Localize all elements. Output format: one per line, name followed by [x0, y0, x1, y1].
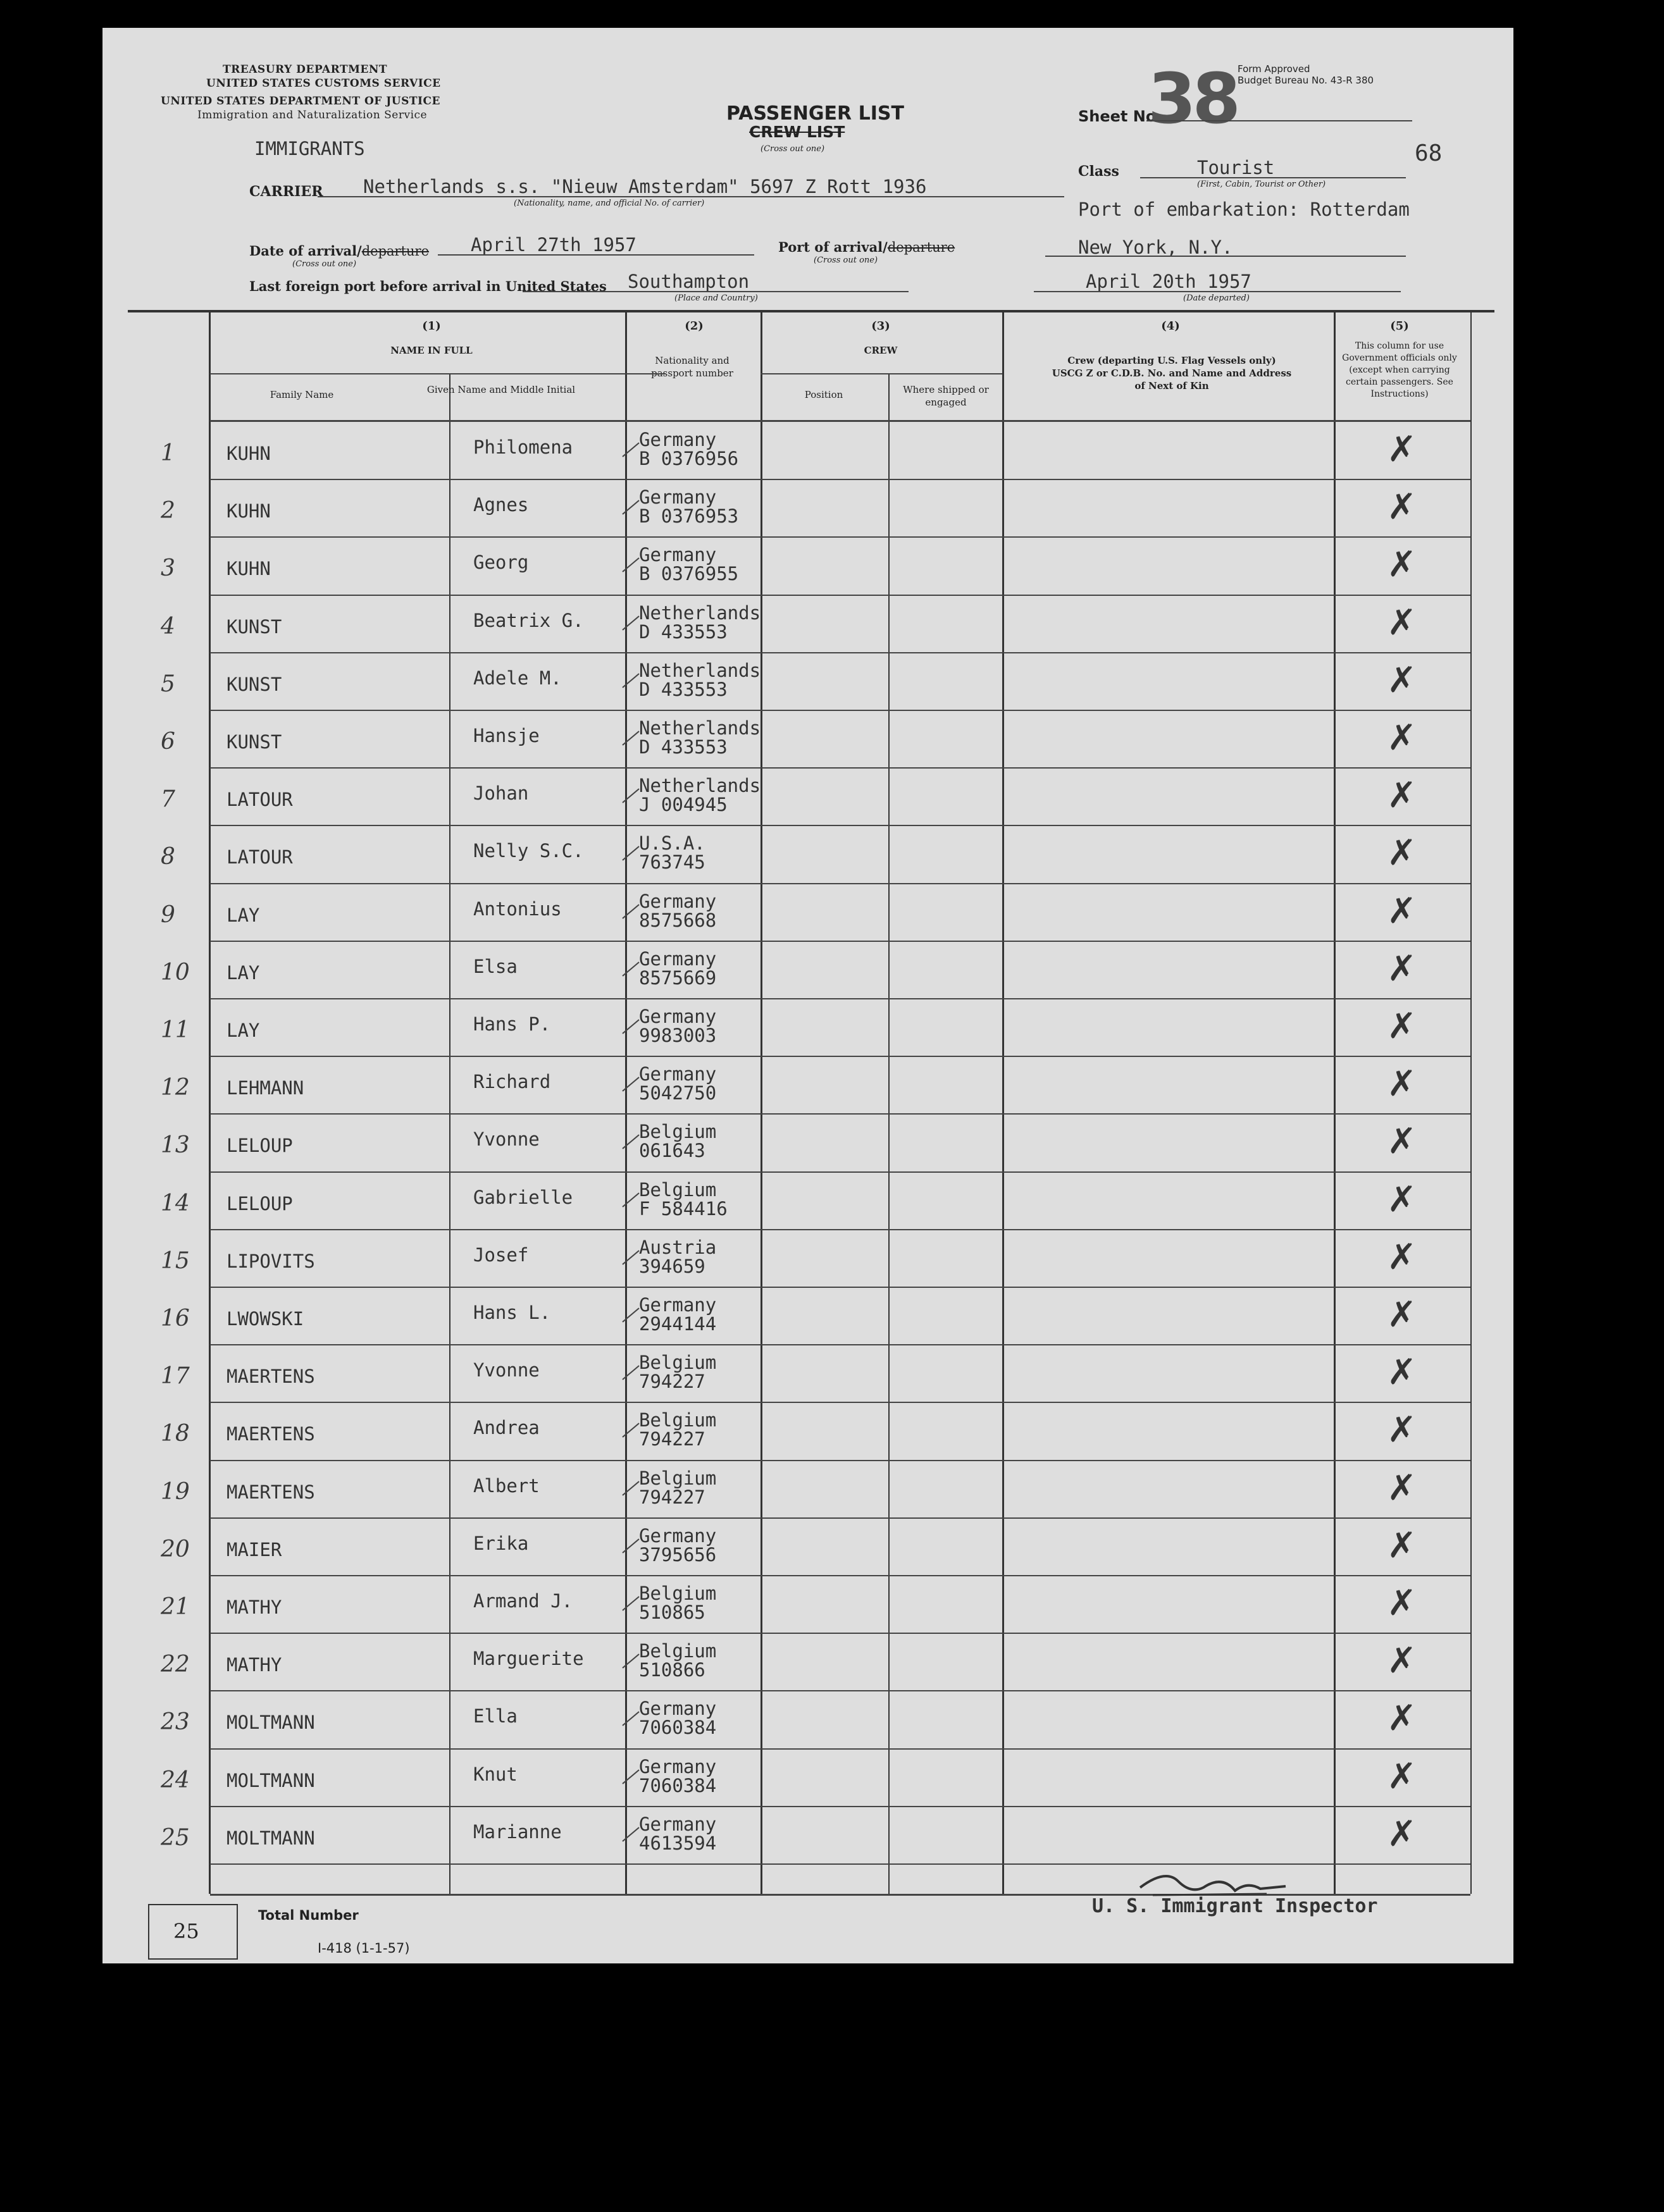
- family-name: KUNST: [227, 673, 282, 695]
- carrier-caption: (Nationality, name, and official No. of carrier): [514, 199, 705, 208]
- nationality-passport: [639, 1353, 716, 1391]
- passenger-list-form: [102, 28, 1513, 1963]
- col1-number: (1): [422, 319, 441, 333]
- passport-number: B 0376956: [639, 448, 739, 469]
- row-number: 23: [161, 1709, 190, 1736]
- nationality-passport: [639, 603, 761, 641]
- family-name: LATOUR: [227, 846, 293, 868]
- family-name: MAIER: [227, 1538, 282, 1560]
- row-number: 15: [161, 1247, 190, 1274]
- agency-line-2: UNITED STATES CUSTOMS SERVICE: [206, 77, 441, 90]
- nationality: Belgium: [639, 1409, 717, 1431]
- nationality-passport: [639, 1469, 716, 1507]
- row-number: 10: [161, 959, 190, 986]
- col2-number: (2): [685, 319, 704, 333]
- passport-number: 2944144: [639, 1313, 717, 1335]
- sheet-number: 38: [1148, 58, 1238, 139]
- passport-number: B 0376955: [639, 563, 739, 585]
- family-name: LIPOVITS: [227, 1250, 315, 1272]
- nationality-passport: [639, 1238, 716, 1276]
- total-number-box: [148, 1904, 238, 1960]
- passport-number: D 433553: [639, 621, 728, 643]
- family-name: LAY: [227, 904, 260, 926]
- passport-number: 510866: [639, 1659, 705, 1681]
- col1-title: NAME IN FULL: [390, 345, 473, 356]
- given-name: Elsa: [473, 955, 518, 977]
- nationality: Belgium: [639, 1352, 717, 1374]
- given-name: Hans L.: [473, 1302, 551, 1323]
- nationality-passport: [639, 1411, 716, 1449]
- last-port-label: Last foreign port before arrival in United States: [249, 278, 607, 294]
- given-name: Marguerite: [473, 1648, 584, 1670]
- row-number: 5: [161, 670, 175, 697]
- row-number: 7: [161, 786, 175, 813]
- row-number: 11: [161, 1017, 190, 1043]
- official-check-mark: ✗: [1387, 1236, 1417, 1278]
- date-departed-caption: (Date departed): [1183, 293, 1250, 303]
- row-number: 19: [161, 1478, 190, 1505]
- given-name: Yvonne: [473, 1359, 540, 1381]
- nationality: Austria: [639, 1236, 717, 1258]
- row-number: 13: [161, 1132, 190, 1159]
- given-name: Josef: [473, 1244, 529, 1266]
- row-number: 24: [161, 1767, 190, 1793]
- given-name: Yvonne: [473, 1128, 540, 1151]
- nationality: Germany: [639, 486, 717, 509]
- official-check-mark: ✗: [1387, 1409, 1417, 1451]
- given-name: Andrea: [473, 1417, 540, 1439]
- form-approved: Form Approved: [1238, 63, 1310, 75]
- arrival-port-value: New York, N.Y.: [1078, 237, 1233, 258]
- passport-number: 763745: [639, 851, 705, 874]
- arrival-port-struck: departure: [887, 240, 955, 255]
- inspector-label: U. S. Immigrant Inspector: [1092, 1895, 1378, 1917]
- family-name: LAY: [227, 961, 260, 984]
- crew-list-struck: CREW LIST: [749, 123, 845, 141]
- family-name: MAERTENS: [227, 1366, 315, 1388]
- col1-family-header: Family Name: [270, 389, 334, 400]
- nationality-passport: [639, 430, 738, 468]
- official-check-mark: ✗: [1387, 1813, 1417, 1855]
- port-of-embarkation: Port of embarkation: Rotterdam: [1078, 199, 1410, 220]
- class-label: Class: [1078, 163, 1119, 180]
- given-name: Marianne: [473, 1820, 562, 1843]
- nationality: Belgium: [639, 1121, 717, 1143]
- nationality-passport: [639, 892, 716, 930]
- family-name: LAY: [227, 1020, 260, 1041]
- last-port-caption: (Place and Country): [674, 293, 758, 303]
- agency-line-1: TREASURY DEPARTMENT: [223, 63, 388, 76]
- given-name: Beatrix G.: [473, 609, 584, 631]
- official-check-mark: ✗: [1387, 1121, 1417, 1163]
- last-port-value: Southampton: [628, 271, 750, 292]
- nationality: Germany: [639, 1698, 717, 1720]
- sheet-label: Sheet No.: [1078, 108, 1162, 125]
- nationality-passport: [639, 1757, 716, 1795]
- family-name: MOLTMANN: [227, 1712, 315, 1734]
- nationality-passport: [639, 1295, 716, 1333]
- family-name: KUNST: [227, 731, 282, 753]
- family-name: MAERTENS: [227, 1481, 315, 1503]
- row-number: 9: [161, 901, 175, 928]
- given-name: Knut: [473, 1763, 518, 1785]
- nationality: Belgium: [639, 1178, 717, 1201]
- nationality: Germany: [639, 1755, 717, 1777]
- official-check-mark: ✗: [1387, 1467, 1417, 1509]
- passport-number: 5042750: [639, 1082, 717, 1104]
- family-name: KUHN: [227, 500, 271, 522]
- official-check-mark: ✗: [1387, 429, 1417, 470]
- row-number: 6: [161, 729, 175, 755]
- arrival-port-label-text: Port of arrival/: [778, 239, 888, 255]
- passport-number: 9983003: [639, 1025, 717, 1046]
- row-number: 20: [161, 1536, 190, 1562]
- page-mark: 68: [1415, 140, 1443, 166]
- col1-given-header: Given Name and Middle Initial: [426, 384, 576, 395]
- nationality: Germany: [639, 1006, 717, 1027]
- nationality-passport: [639, 1815, 716, 1853]
- passport-number: 7060384: [639, 1774, 717, 1796]
- family-name: KUNST: [227, 615, 282, 638]
- row-number: 3: [161, 555, 175, 582]
- given-name: Hans P.: [473, 1013, 551, 1035]
- nationality: Germany: [639, 948, 717, 970]
- official-check-mark: ✗: [1387, 717, 1417, 758]
- carrier-label: CARRIER: [249, 183, 323, 200]
- row-number: 2: [161, 498, 175, 524]
- col3-position-header: Position: [804, 389, 843, 400]
- given-name: Hansje: [473, 725, 540, 746]
- passport-number: 8575668: [639, 909, 717, 931]
- passport-number: J 004945: [639, 794, 728, 816]
- given-name: Gabrielle: [473, 1186, 573, 1208]
- official-check-mark: ✗: [1387, 1006, 1417, 1047]
- passport-number: D 433553: [639, 678, 728, 700]
- arrival-port-label: [778, 239, 955, 255]
- nationality-passport: [639, 488, 738, 526]
- nationality: Belgium: [639, 1467, 717, 1489]
- passport-number: 794227: [639, 1371, 705, 1393]
- passport-number: 394659: [639, 1255, 705, 1277]
- total-number-value: 25: [173, 1919, 199, 1943]
- official-check-mark: ✗: [1387, 1294, 1417, 1335]
- given-name: Antonius: [473, 898, 562, 920]
- date-departed-value: April 20th 1957: [1086, 271, 1251, 292]
- nationality-passport: [639, 1007, 716, 1045]
- passport-number: 8575669: [639, 967, 717, 989]
- nationality-passport: [639, 1641, 716, 1679]
- col5-number: (5): [1390, 319, 1409, 333]
- row-number: 22: [161, 1652, 190, 1678]
- arrival-date-label-text: Date of arrival/: [249, 243, 362, 259]
- passport-number: F 584416: [639, 1197, 728, 1220]
- official-check-mark: ✗: [1387, 948, 1417, 989]
- official-check-mark: ✗: [1387, 1524, 1417, 1566]
- official-check-mark: ✗: [1387, 890, 1417, 932]
- nationality: Netherlands: [639, 602, 761, 624]
- official-check-mark: ✗: [1387, 659, 1417, 701]
- total-number-label: Total Number: [258, 1908, 359, 1923]
- given-name: Ella: [473, 1705, 518, 1727]
- family-name: MATHY: [227, 1654, 282, 1676]
- col2-title: Nationality and passport number: [651, 355, 733, 379]
- budget-bureau: Budget Bureau No. 43-R 380: [1238, 75, 1374, 86]
- nationality: Belgium: [639, 1640, 717, 1662]
- class-value: Tourist: [1197, 157, 1275, 178]
- official-check-mark: ✗: [1387, 1640, 1417, 1682]
- official-check-mark: ✗: [1387, 775, 1417, 817]
- col4-title: Crew (departing U.S. Flag Vessels only) USCG Z or C.D.B. No. and Name and Address of Next of Kin: [1052, 355, 1292, 392]
- given-name: Erika: [473, 1532, 529, 1554]
- family-name: KUHN: [227, 443, 271, 464]
- cross-out-caption: (Cross out one): [761, 144, 825, 154]
- class-caption: (First, Cabin, Tourist or Other): [1197, 180, 1326, 189]
- official-check-mark: ✗: [1387, 1755, 1417, 1797]
- nationality: Germany: [639, 1294, 717, 1316]
- given-name: Armand J.: [473, 1590, 573, 1612]
- row-number: 8: [161, 844, 175, 870]
- row-number: 18: [161, 1421, 190, 1447]
- nationality: Germany: [639, 1524, 717, 1547]
- passport-number: 7060384: [639, 1717, 717, 1739]
- given-name: Richard: [473, 1071, 551, 1093]
- category-label: IMMIGRANTS: [254, 138, 365, 159]
- family-name: MOLTMANN: [227, 1827, 315, 1849]
- family-name: LELOUP: [227, 1192, 293, 1214]
- passport-number: B 0376953: [639, 505, 739, 528]
- col3-where-header: Where shipped or engaged: [903, 384, 989, 408]
- family-name: LELOUP: [227, 1135, 293, 1157]
- passport-number: 4613594: [639, 1832, 717, 1854]
- family-name: LATOUR: [227, 789, 293, 811]
- given-name: Philomena: [473, 436, 573, 458]
- family-name: LEHMANN: [227, 1077, 304, 1099]
- given-name: Johan: [473, 782, 529, 805]
- official-check-mark: ✗: [1387, 544, 1417, 586]
- official-check-mark: ✗: [1387, 832, 1417, 874]
- family-name: MAERTENS: [227, 1423, 315, 1445]
- official-check-mark: ✗: [1387, 1063, 1417, 1105]
- nationality-passport: [639, 719, 761, 757]
- nationality-passport: [639, 545, 738, 583]
- row-number: 12: [161, 1075, 190, 1101]
- row-number: 1: [161, 440, 175, 466]
- col5-title: This column for use Government officials only (except when carrying certain passengers. See Instructions): [1342, 341, 1457, 399]
- row-number: 16: [161, 1306, 190, 1332]
- nationality-passport: [639, 949, 716, 987]
- arrival-port-cross-caption: (Cross out one): [814, 256, 878, 265]
- given-name: Nelly S.C.: [473, 840, 584, 862]
- arrival-date-cross-caption: (Cross out one): [292, 259, 357, 269]
- row-number: 4: [161, 613, 175, 640]
- nationality: Germany: [639, 429, 717, 450]
- official-check-mark: ✗: [1387, 602, 1417, 643]
- nationality: Germany: [639, 1813, 717, 1835]
- passport-number: D 433553: [639, 736, 728, 758]
- nationality-passport: [639, 1065, 716, 1103]
- official-check-mark: ✗: [1387, 1583, 1417, 1624]
- col3-title: CREW: [864, 345, 898, 356]
- family-name: MATHY: [227, 1597, 282, 1618]
- passport-number: 061643: [639, 1140, 705, 1162]
- given-name: Agnes: [473, 494, 529, 516]
- nationality-passport: [639, 1180, 728, 1218]
- form-title: PASSENGER LIST: [726, 102, 904, 125]
- passport-number: 510865: [639, 1602, 705, 1623]
- row-number: 25: [161, 1824, 190, 1851]
- nationality: Germany: [639, 1063, 717, 1085]
- given-name: Albert: [473, 1474, 540, 1497]
- family-name: LWOWSKI: [227, 1308, 304, 1330]
- official-check-mark: ✗: [1387, 1178, 1417, 1220]
- carrier-value: Netherlands s.s. "Nieuw Amsterdam" 5697 Z Rott 1936: [363, 176, 927, 197]
- agency-line-4: Immigration and Naturalization Service: [197, 109, 428, 121]
- col4-number: (4): [1161, 319, 1180, 333]
- official-check-mark: ✗: [1387, 486, 1417, 528]
- given-name: Georg: [473, 552, 529, 574]
- nationality: Belgium: [639, 1583, 717, 1604]
- official-check-mark: ✗: [1387, 1352, 1417, 1393]
- nationality: Germany: [639, 890, 717, 912]
- nationality-passport: [639, 1584, 716, 1622]
- official-check-mark: ✗: [1387, 1698, 1417, 1739]
- nationality-passport: [639, 776, 761, 814]
- given-name: Adele M.: [473, 667, 562, 689]
- nationality: Netherlands: [639, 717, 761, 739]
- passport-number: 794227: [639, 1486, 705, 1508]
- nationality: U.S.A.: [639, 832, 705, 855]
- family-name: MOLTMANN: [227, 1769, 315, 1791]
- nationality: Germany: [639, 544, 717, 566]
- family-name: KUHN: [227, 558, 271, 580]
- arrival-date-struck: departure: [361, 244, 430, 259]
- agency-line-3: UNITED STATES DEPARTMENT OF JUSTICE: [161, 95, 440, 108]
- col3-number: (3): [871, 319, 890, 333]
- nationality-passport: [639, 1526, 716, 1564]
- nationality: Netherlands: [639, 775, 761, 797]
- nationality-passport: [639, 661, 761, 699]
- passport-number: 3795656: [639, 1543, 717, 1566]
- form-number: I-418 (1-1-57): [318, 1941, 410, 1956]
- nationality-passport: [639, 1122, 716, 1160]
- nationality-passport: [639, 1699, 716, 1737]
- passport-number: 794227: [639, 1428, 705, 1450]
- row-number: 17: [161, 1363, 190, 1390]
- row-number: 14: [161, 1190, 190, 1216]
- nationality: Netherlands: [639, 659, 761, 681]
- arrival-date-value: April 27th 1957: [471, 234, 636, 256]
- arrival-date-label: [249, 243, 429, 259]
- nationality-passport: [639, 834, 705, 872]
- row-number: 21: [161, 1594, 190, 1620]
